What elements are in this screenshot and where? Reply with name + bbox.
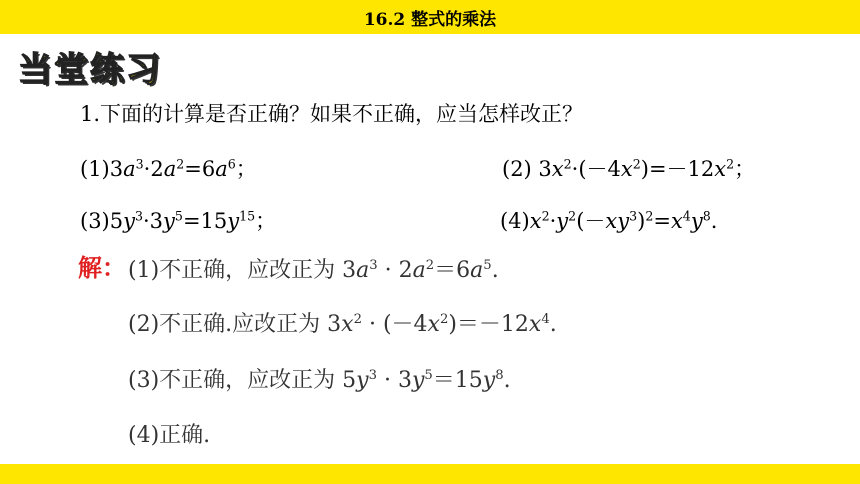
footer-bar	[0, 464, 860, 484]
problem-4: $(4)x^2\cdot y^2(-xy^3)^2=x^4y^8$.	[500, 208, 718, 233]
section-title: 当堂练习	[18, 50, 162, 90]
answer-4: (4)正确.	[128, 423, 211, 448]
answer-2: (2)不正确.应改正为 $3x^2 \cdot (-4x^2)=-12x^4$.	[128, 312, 557, 337]
answer-1: (1)不正确，应改正为 $3a^3 \cdot 2a^2=6a^5$.	[128, 258, 499, 283]
question-text: 1.下面的计算是否正确？如果不正确，应当怎样改正？	[80, 102, 584, 126]
problem-2: (2) $3x^2\cdot(-4x^2)=-12x^2$；	[502, 156, 756, 181]
answer-3: (3)不正确，应改正为 $5y^3 \cdot 3y^5=15y^8$.	[128, 368, 511, 393]
problem-3: $(3)5y^3\cdot 3y^5=15y^{15}$；	[80, 208, 277, 233]
header-title: 16.2 整式的乘法	[363, 9, 497, 30]
answer-label: 解：	[78, 254, 126, 282]
header-bar	[0, 0, 860, 34]
problem-1: $(1)3a^3\cdot 2a^2=6a^6$；	[80, 156, 257, 181]
